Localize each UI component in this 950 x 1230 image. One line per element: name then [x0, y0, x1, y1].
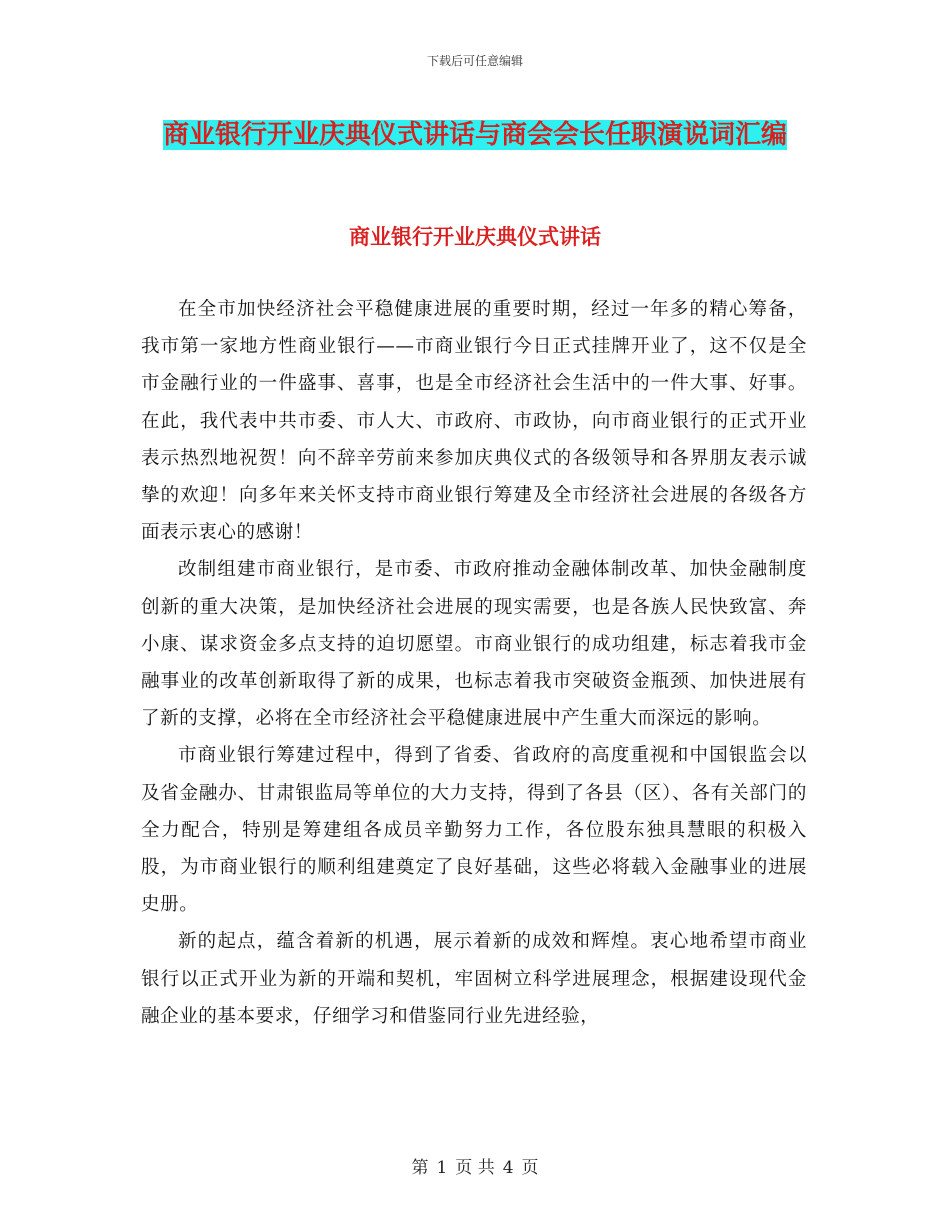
paragraph: 在全市加快经济社会平稳健康进展的重要时期，经过一年多的精心筹备，我市第一家地方性商业银行——市商业银行今日正式挂牌开业了，这不仅是全市金融行业的一件盛事、喜事，也是全市经济社会生活中的一件大事、好事。在此，我代表中共市委、市人大、市政府、市政协，向市商业银行的正式开业表示热烈地祝贺！向不辞辛劳前来参加庆典仪式的各级领导和各界朋友表示诚挚的欢迎！向多年来关怀支持市商业银行筹建及全市经济社会进展的各级各方面表示衷心的感谢！ [141, 299, 807, 544]
page-footer [0, 1153, 950, 1178]
document-body [141, 291, 807, 1035]
footer-page-number: 1 [436, 1158, 448, 1178]
paragraph: 新的起点，蕴含着新的机遇，展示着新的成效和辉煌。衷心地希望市商业银行以正式开业为新的开端和契机，牢固树立科学进展理念，根据建设现代金融企业的基本要求，仔细学习和借鉴同行业先进经验， [141, 931, 807, 1027]
paragraph: 改制组建市商业银行，是市委、市政府推动金融体制改革、加快金融制度创新的重大决策，是加快经济社会进展的现实需要，也是各族人民快致富、奔小康、谋求资金多点支持的迫切愿望。市商业银行的成功组建，标志着我市金融事业的改革创新取得了新的成果，也标志着我市突破资金瓶颈、加快进展有了新的支撑，必将在全市经济社会平稳健康进展中产生重大而深远的影响。 [141, 559, 807, 730]
footer-prefix: 第 [411, 1158, 429, 1178]
main-title-text: 商业银行开业庆典仪式讲话与商会会长任职演说词汇编 [162, 120, 787, 150]
header-note: 下载后可任意编辑 [426, 54, 523, 68]
footer-suffix: 页 [521, 1158, 539, 1178]
footer-total-pages: 4 [502, 1158, 514, 1178]
main-title [140, 108, 810, 162]
paragraph: 市商业银行筹建过程中，得到了省委、省政府的高度重视和中国银监会以及省金融办、甘肃银监局等单位的大力支持，得到了各县（区）、各有关部门的全力配合，特别是筹建组各成员辛勤努力工作，各位股东独具慧眼的积极入股，为市商业银行的顺利组建奠定了良好基础，这些必将载入金融事业的进展史册。 [141, 745, 807, 916]
footer-middle: 页 共 [455, 1158, 495, 1178]
section-title: 商业银行开业庆典仪式讲话 [349, 225, 601, 249]
